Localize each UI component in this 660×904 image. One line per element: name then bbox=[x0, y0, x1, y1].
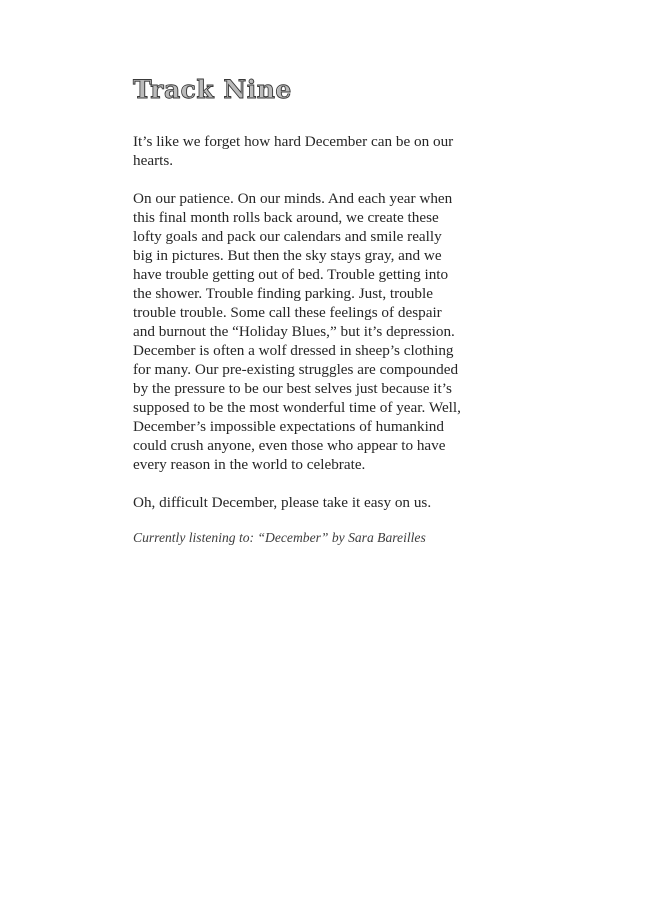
body-text bbox=[133, 132, 463, 566]
currently-listening: Currently listening to: “December” by Sara Bareilles bbox=[133, 530, 426, 545]
paragraph-closing: Oh, difficult December, please take it easy on us. bbox=[133, 494, 432, 511]
page-title: Track Nine bbox=[133, 75, 292, 104]
paragraph-main: On our patience. On our minds. And each year when this final month rolls back around, we create these lofty goals and pack our calendars and smile really big in pictures. But then the sky stays gray, and we have trouble getting out of bed. Trouble getting into the shower. Trouble finding parking. Just, trouble trouble trouble. Some call these feelings of despair and burnout the “Holiday Blues,” but it’s depression. December is often a wolf dressed in sheep’s clothing for many. Our pre-existing struggles are compounded by the pressure to be our best selves just because it’s supposed to be the most wonderful time of year. Well, December’s impossible expectations of humankind could crush anyone, even those who appear to have every reason in the world to celebrate. bbox=[133, 190, 461, 473]
paragraph-intro: It’s like we forget how hard December can be on our hearts. bbox=[133, 133, 454, 169]
